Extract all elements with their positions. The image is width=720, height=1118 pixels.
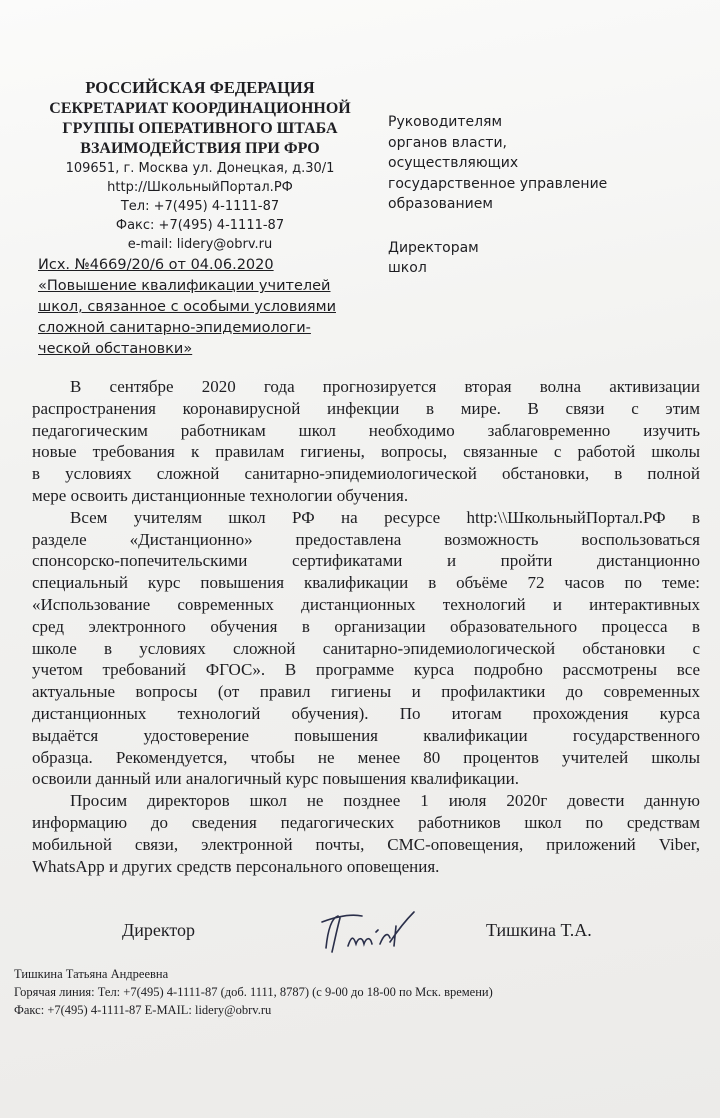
letterhead-website: http://ШкольныйПортал.РФ — [107, 180, 293, 195]
signatory-title: Директор — [122, 920, 196, 940]
body-text-line: WhatsApp и других средств персонального оповещения. — [32, 856, 440, 876]
body-text-line: Всем учителям школ РФ на ресурсе http:\\ШкольныйПортал.РФ в — [70, 507, 700, 527]
body-text-line: освоили данный или аналогичный курс повышения квалификации. — [32, 769, 520, 789]
addressee-line: Руководителям — [388, 114, 503, 130]
signatory-name: Тишкина Т.А. — [486, 920, 592, 940]
letterhead-line: ГРУППЫ ОПЕРАТИВНОГО ШТАБА — [62, 120, 338, 137]
body-text-line: сред электронного обучения в организации образовательного процесса в — [32, 616, 700, 636]
body-text-line: новые требования к правилам гигиены, вопросы, связанные с работой школы — [32, 442, 700, 462]
subject-line: сложной санитарно-эпидемиологи- — [38, 320, 311, 336]
body-text-line: распространения коронавирусной инфекции в мире. В связи с этим — [32, 398, 700, 418]
paragraph — [32, 507, 700, 790]
body-text-line: спонсорско-попечительскими сертификатами и пройти дистанционно — [32, 551, 700, 571]
letterhead — [40, 78, 360, 254]
addressee-line: органов власти, — [388, 134, 507, 151]
body-text-line: «Использование современных дистанционных технологий и интерактивных — [32, 594, 700, 614]
hotline: Горячая линия: Тел: +7(495) 4-1111-87 (доб. 1111, 8787) (с 9-00 до 18-00 по Мск. времени) — [14, 985, 493, 999]
body-text-line: В сентябре 2020 года прогнозируется вторая волна активизации — [70, 377, 700, 396]
body-text-line: выдаётся удостоверение повышения квалификации государственного — [32, 725, 700, 745]
footer-contacts — [14, 965, 493, 1019]
addressee-line: школ — [388, 260, 427, 276]
body-text-line: разделе «Дистанционно» предоставлена возможность воспользоваться — [32, 529, 700, 549]
body-text-line: в условиях сложной санитарно-эпидемиологической обстановки, в полной — [32, 464, 700, 484]
letterhead-address: 109651, г. Москва ул. Донецкая, д.30/1 — [65, 161, 335, 176]
reference-block — [38, 255, 336, 360]
paragraph — [32, 790, 700, 877]
body-text-line: информацию до сведения педагогических работников школ по средствам — [32, 812, 700, 832]
addressee-line: осуществляющих — [388, 155, 519, 171]
body-text-line: образца. Рекомендуется, чтобы не менее 80 процентов учителей школы — [32, 747, 700, 767]
body-text-line: специальный курс повышения квалификации в объёме 72 часов по теме: — [32, 573, 700, 593]
letterhead-line: ВЗАИМОДЕЙСТВИЯ ПРИ ФРО — [80, 140, 320, 157]
body-text-line: учетом требований ФГОС». В программе курса подробно рассмотрены все — [32, 660, 700, 680]
reference-number: Исх. №4669/20/6 от 04.06.2020 — [38, 257, 274, 273]
body-text-line: педагогическим работникам школ необходимо заблаговременно изучить — [32, 420, 700, 440]
handwritten-signature — [318, 908, 418, 958]
addressee-line: образованием — [388, 196, 493, 212]
letterhead-line: РОССИЙСКАЯ ФЕДЕРАЦИЯ — [85, 78, 315, 97]
body-text-line: актуальные вопросы (от правил гигиены и профилактики до современных — [32, 682, 700, 702]
fax-email: Факс: +7(495) 4-1111-87 E-MAIL: lidery@obrv.ru — [14, 1003, 272, 1017]
subject-line: ческой обстановки» — [38, 341, 193, 357]
contact-name: Тишкина Татьяна Андреевна — [14, 967, 169, 981]
body-text-line: мобильной связи, электронной почты, СМС-оповещения, приложений Viber, — [32, 834, 700, 854]
letter-body — [32, 376, 700, 877]
addressee-line: Директорам — [388, 239, 479, 256]
subject-line: «Повышение квалификации учителей — [38, 278, 331, 294]
subject-line: школ, связанное с особыми условиями — [38, 299, 336, 315]
body-text-line: Просим директоров школ не позднее 1 июля 2020г довести данную — [70, 791, 700, 811]
addressee-line: государственное управление — [388, 175, 608, 192]
body-text-line: школе в условиях сложной санитарно-эпидемиологической обстановки с — [32, 638, 700, 658]
body-text-line: дистанционных технологий обучения). По итогам прохождения курса — [32, 703, 700, 723]
paragraph — [32, 376, 700, 507]
letterhead-fax: Факс: +7(495) 4-1111-87 — [115, 218, 285, 233]
letterhead-email: e-mail: lidery@obrv.ru — [127, 237, 273, 252]
letterhead-phone: Тел: +7(495) 4-1111-87 — [120, 199, 280, 214]
letterhead-line: СЕКРЕТАРИАТ КООРДИНАЦИОННОЙ — [49, 100, 351, 117]
addressees — [388, 112, 607, 279]
body-text-line: мере освоить дистанционные технологии обучения. — [32, 485, 409, 505]
